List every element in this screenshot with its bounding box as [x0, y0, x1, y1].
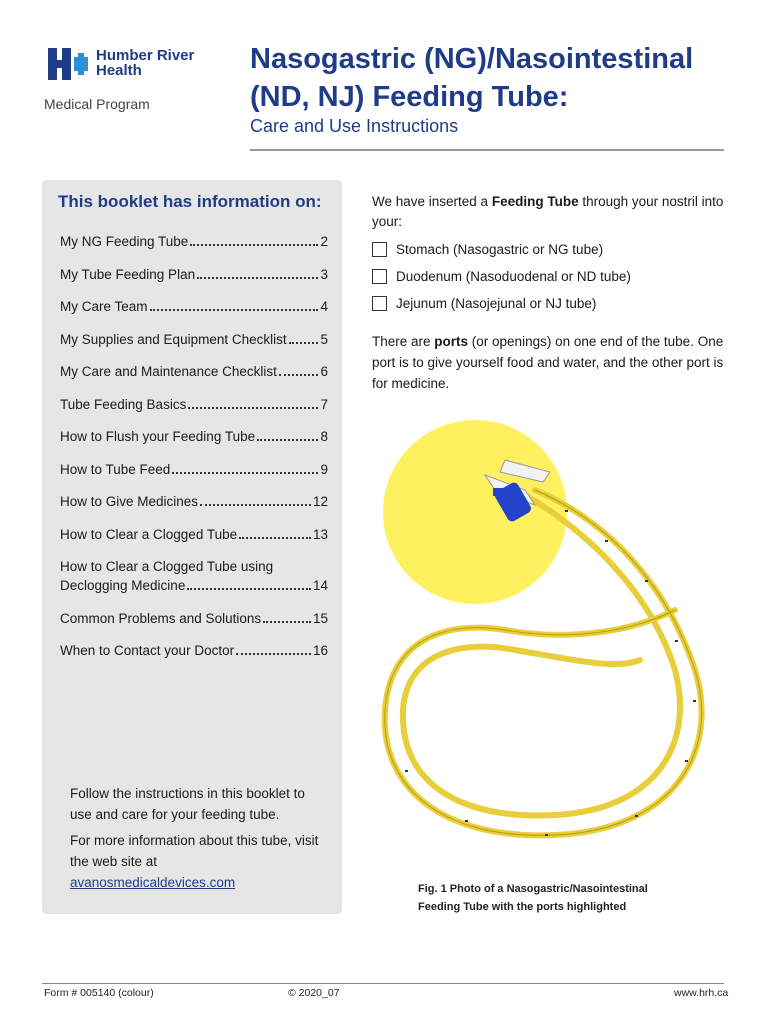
ports-paragraph: There are ports (or openings) on one end of the tube. One port is to give yourself food and water, and the other port is for medicine.	[372, 334, 724, 391]
toc-item	[60, 330, 328, 349]
toc-item-page: 5	[320, 331, 328, 347]
toc-item	[60, 525, 328, 544]
form-date: © 2020_07	[288, 987, 340, 999]
page-title	[250, 40, 693, 116]
feeding-tube-photo	[375, 410, 725, 870]
toc-item	[60, 641, 328, 660]
toc-item-page: 12	[312, 494, 328, 509]
toc-item-label: My Care and Maintenance Checklist	[60, 364, 277, 379]
toc-item-page: 3	[320, 266, 328, 282]
toc-item-page: 13	[312, 526, 328, 542]
toc-item-label: How to Tube Feed	[60, 461, 171, 477]
toc-item-page: 9	[320, 461, 328, 477]
toc-item-label: How to Flush your Feeding Tube	[60, 429, 256, 444]
toc-item	[60, 297, 328, 316]
program-label: Medical Program	[44, 96, 150, 112]
follow-instructions-text: Follow the instructions in this booklet to use and care for your feeding tube.	[70, 786, 305, 822]
port-highlight-circle	[383, 420, 567, 604]
toc-item	[60, 557, 328, 595]
toc-item-page: 14	[312, 578, 328, 593]
footer-website: www.hrh.ca	[674, 987, 729, 999]
toc-item-label: How to Give Medicines	[60, 494, 199, 509]
toc-item	[60, 362, 328, 381]
toc-item-label: My Care Team	[60, 299, 148, 314]
checklist-label: Duodenum (Nasoduodenal or ND tube)	[396, 269, 631, 284]
header-divider	[250, 149, 724, 151]
checklist-item	[372, 290, 631, 317]
toc-item	[60, 609, 328, 628]
figure-caption	[418, 880, 648, 916]
toc-item-page: 16	[312, 643, 328, 658]
page-subtitle: Care and Use Instructions	[250, 116, 459, 136]
checkbox[interactable]	[372, 269, 387, 284]
checklist-item	[372, 263, 631, 290]
logo-line-1: Humber River	[96, 47, 195, 64]
caption-line-1: Fig. 1 Photo of a Nasogastric/Nasointestinal	[418, 883, 648, 895]
toc-item	[60, 427, 328, 446]
hospital-logo-icon	[48, 48, 88, 80]
caption-line-2: Feeding Tube with the ports highlighted	[418, 901, 627, 913]
toc-item-label: Declogging Medicine	[60, 578, 186, 593]
toc-item-page: 2	[320, 234, 328, 249]
hospital-logo	[48, 48, 218, 82]
toc-item-page: 4	[320, 299, 328, 314]
toc-item	[60, 460, 328, 479]
checkbox[interactable]	[372, 242, 387, 257]
checkbox[interactable]	[372, 296, 387, 311]
logo-line-2: Health	[96, 62, 142, 79]
checklist-label: Stomach (Nasogastric or NG tube)	[396, 242, 604, 257]
toc-item	[60, 492, 328, 511]
toc-item-page: 15	[312, 610, 328, 626]
toc-item-label: When to Contact your Doctor	[60, 643, 235, 658]
toc-item-label: Tube Feeding Basics	[60, 396, 187, 412]
toc-item-label: My Supplies and Equipment Checklist	[60, 331, 287, 347]
more-info-text: For more information about this tube, visit the web site at	[70, 833, 319, 869]
form-number: Form # 005140 (colour)	[44, 987, 154, 999]
intro-paragraph: We have inserted a Feeding Tube through your nostril into your:	[372, 194, 724, 229]
toc-item	[60, 232, 328, 251]
title-line-1: Nasogastric (NG)/Nasointestinal	[250, 43, 694, 75]
toc-heading: This booklet has information on:	[58, 192, 322, 211]
toc-item-page: 8	[320, 429, 328, 444]
toc-item-label: My NG Feeding Tube	[60, 234, 189, 249]
toc-item-label: My Tube Feeding Plan	[60, 266, 196, 282]
toc-item-label: Common Problems and Solutions	[60, 610, 262, 626]
checklist-label: Jejunum (Nasojejunal or NJ tube)	[396, 296, 597, 311]
title-line-2: (ND, NJ) Feeding Tube:	[250, 81, 569, 113]
table-of-contents	[60, 232, 328, 674]
tube-type-checklist	[372, 236, 631, 317]
toc-item-label-line-1: How to Clear a Clogged Tube using	[60, 559, 274, 574]
footer-divider	[42, 983, 724, 984]
toc-item-page: 6	[320, 364, 328, 379]
toc-item-page: 7	[320, 396, 328, 412]
toc-item	[60, 265, 328, 284]
checklist-item	[372, 236, 631, 263]
ports-bold: ports	[434, 334, 469, 349]
toc-item	[60, 395, 328, 414]
intro-bold: Feeding Tube	[491, 194, 579, 209]
toc-item-label: How to Clear a Clogged Tube	[60, 526, 238, 542]
website-link[interactable]: avanosmedicaldevices.com	[70, 875, 236, 890]
more-info-block	[70, 830, 325, 893]
